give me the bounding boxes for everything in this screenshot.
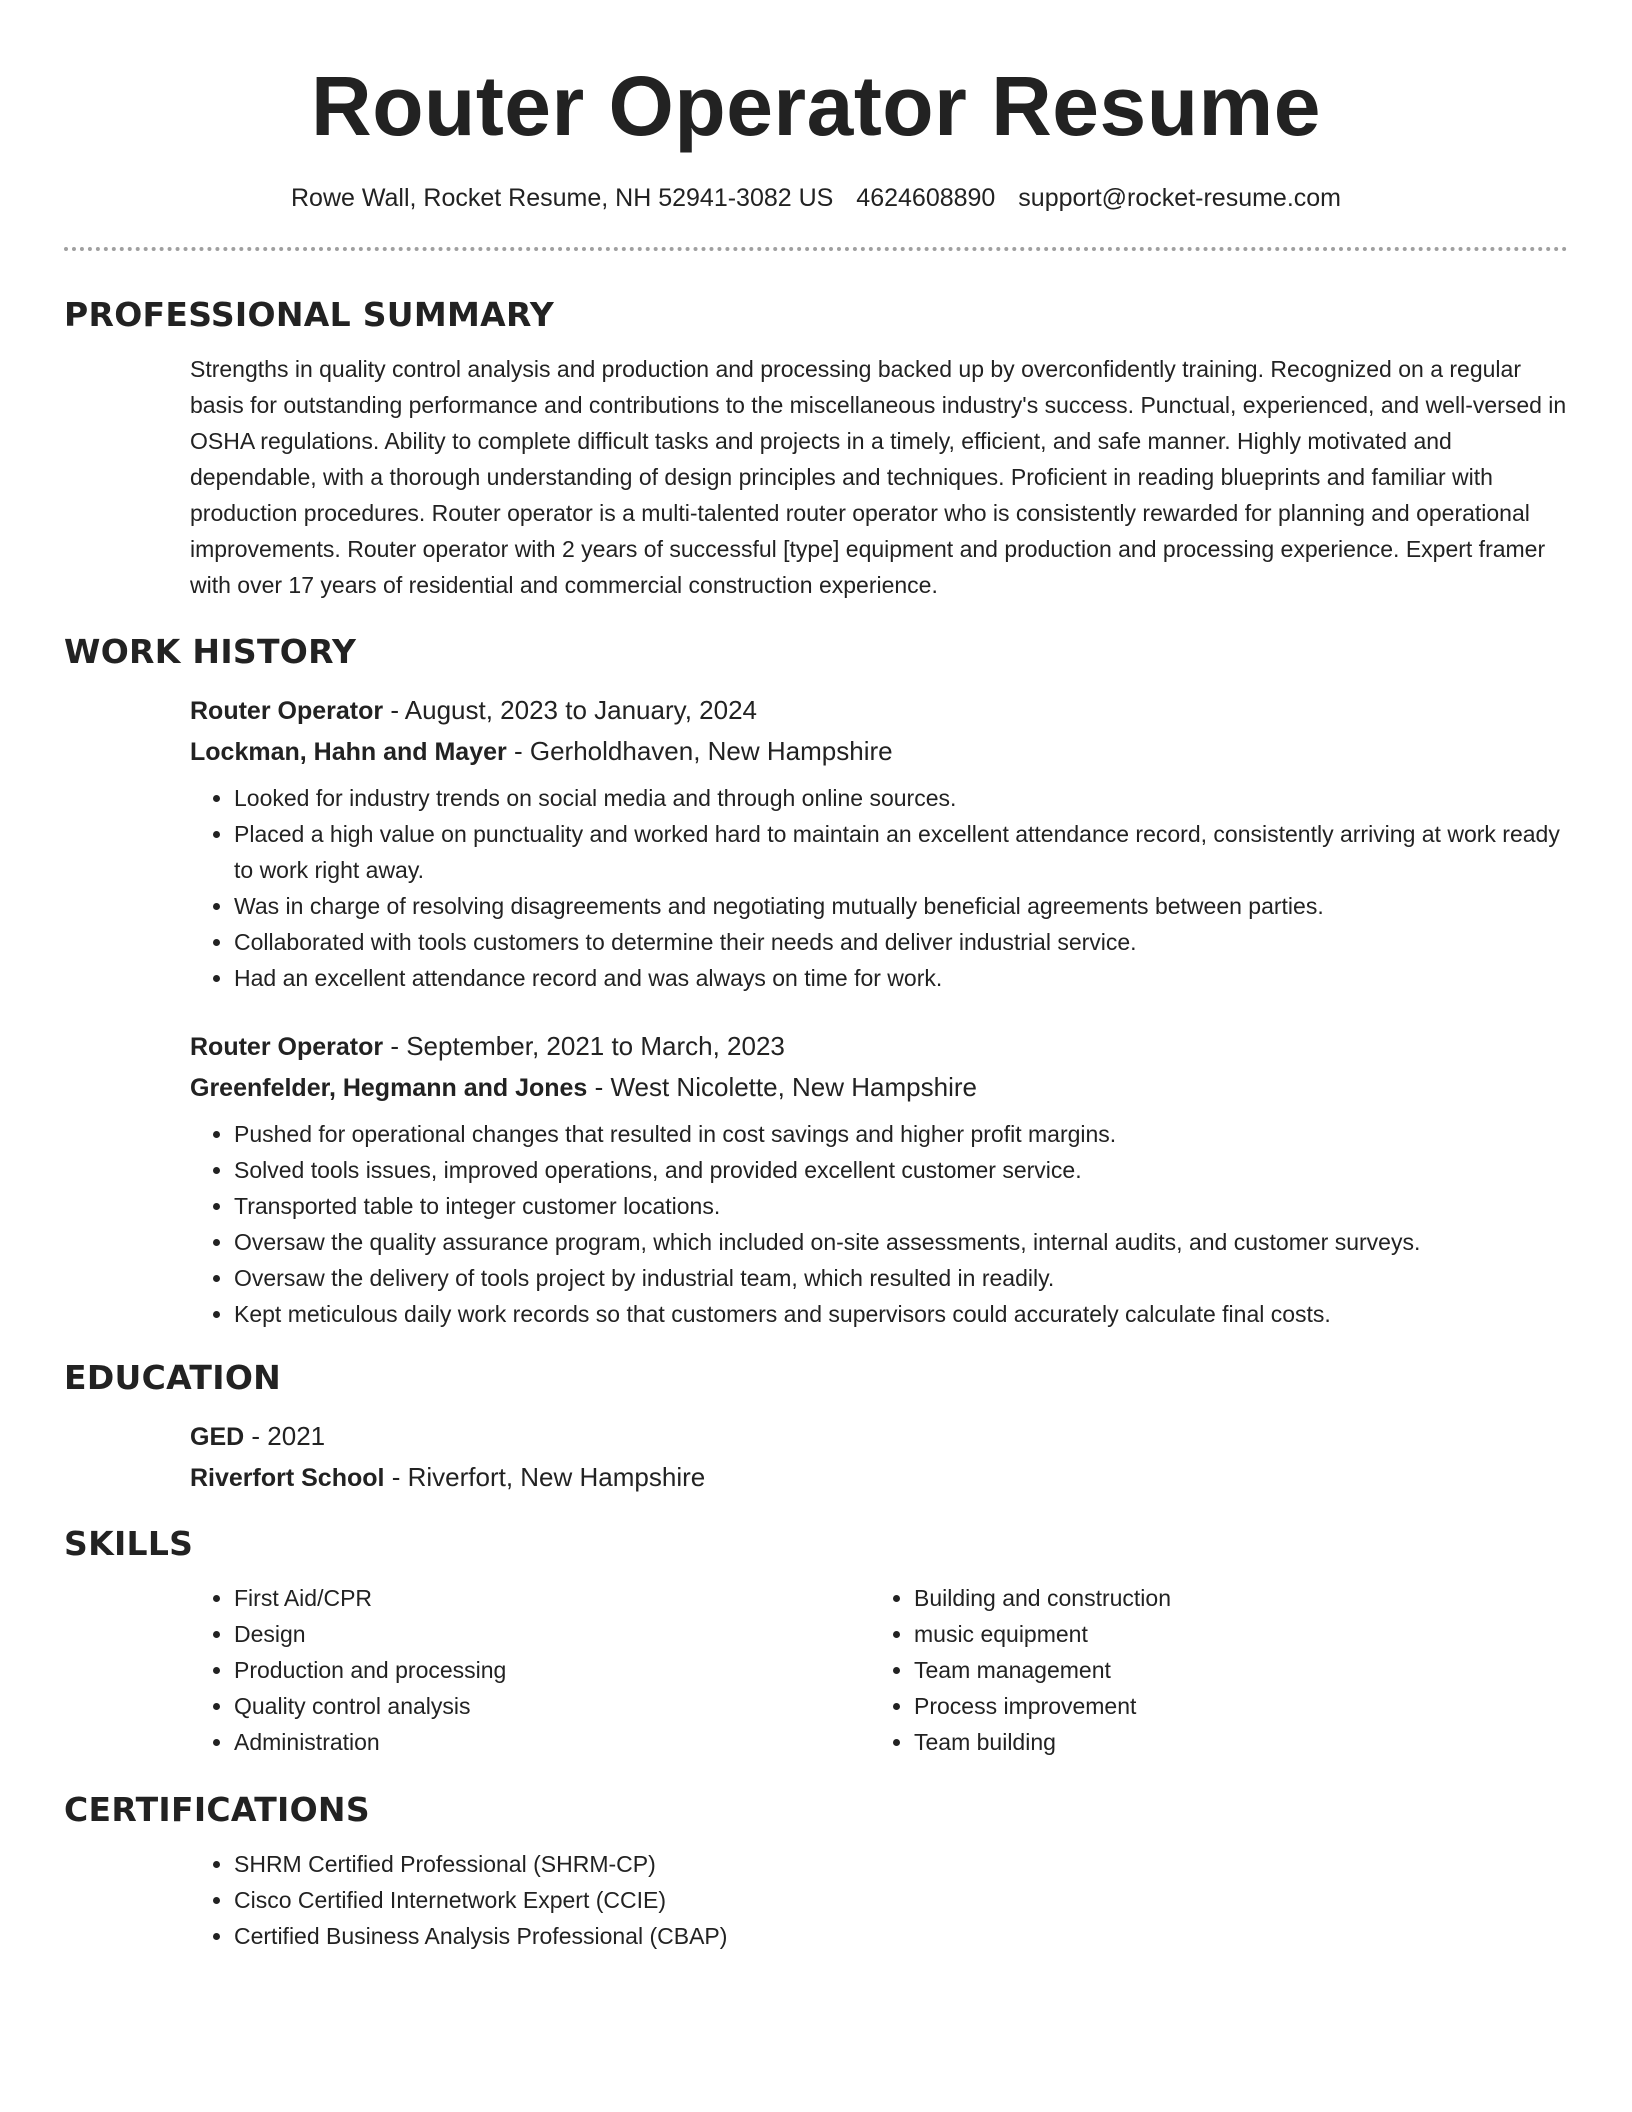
job-title-line	[190, 1026, 1568, 1067]
job-company-line	[190, 731, 1568, 772]
summary-text: Strengths in quality control analysis and production and processing backed up by overconfidently training. Recognized on a regular basis for outstanding performance and contributions to the miscellaneous industry's success. Punctual, experienced, and well-versed in OSHA regulations. Ability to complete difficult tasks and projects in a timely, efficient, and safe manner. Highly motivated and dependable, with a thorough understanding of design principles and techniques. Proficient in reading blueprints and familiar with production procedures. Router operator is a multi-talented router operator who is consistently rewarded for planning and operational improvements. Router operator with 2 years of successful [type] equipment and production and processing experience. Expert framer with over 17 years of residential and commercial construction experience.	[190, 356, 1567, 598]
skill-item: • First Aid/CPR	[234, 1580, 870, 1616]
skill-item: • Design	[234, 1616, 870, 1652]
job-entry	[190, 1026, 1568, 1332]
education-heading: EDUCATION	[64, 1358, 282, 1397]
job-company-line	[190, 1067, 1568, 1108]
certifications-list	[190, 1846, 1568, 1954]
resume-title: Router Operator Resume	[311, 59, 1321, 153]
job-bullets	[190, 780, 1568, 996]
job-bullet: • Pushed for operational changes that resulted in cost savings and higher profit margins.	[234, 1116, 1568, 1152]
certifications-section	[190, 1846, 1568, 1954]
skill-item: • Team management	[914, 1652, 1470, 1688]
education-year: - 2021	[244, 1421, 326, 1451]
certification-item: • SHRM Certified Professional (SHRM-CP)	[234, 1846, 1568, 1882]
certification-item: • Certified Business Analysis Professional (CBAP)	[234, 1918, 1568, 1954]
job-bullet: • Placed a high value on punctuality and worked hard to maintain an excellent attendance record, consistently arriving at work ready to work right away.	[234, 816, 1568, 888]
education-location: - Riverfort, New Hampshire	[384, 1462, 706, 1492]
job-bullets	[190, 1116, 1568, 1332]
contact-line	[64, 181, 1568, 215]
job-company: Greenfelder, Hegmann and Jones	[190, 1074, 588, 1102]
skills-heading: SKILLS	[64, 1524, 194, 1563]
contact-phone: 4624608890	[856, 184, 996, 212]
header-divider	[64, 247, 1568, 251]
job-location: - West Nicolette, New Hampshire	[587, 1072, 977, 1102]
certifications-heading: CERTIFICATIONS	[64, 1790, 370, 1829]
skill-item: • Process improvement	[914, 1688, 1470, 1724]
skill-item: • Production and processing	[234, 1652, 870, 1688]
job-dates: - August, 2023 to January, 2024	[383, 695, 757, 725]
skill-item: • music equipment	[914, 1616, 1470, 1652]
job-bullet: • Had an excellent attendance record and was always on time for work.	[234, 960, 1568, 996]
job-dates: - September, 2021 to March, 2023	[383, 1031, 785, 1061]
education-school-line	[190, 1457, 1568, 1498]
job-bullet: • Looked for industry trends on social media and through online sources.	[234, 780, 1568, 816]
job-title-line	[190, 690, 1568, 731]
skills-column-left	[190, 1580, 870, 1760]
education-school: Riverfort School	[190, 1464, 385, 1492]
job-bullet: • Collaborated with tools customers to determine their needs and deliver industrial service.	[234, 924, 1568, 960]
job-bullet: • Kept meticulous daily work records so that customers and supervisors could accurately calculate final costs.	[234, 1296, 1568, 1332]
skill-item: • Building and construction	[914, 1580, 1470, 1616]
education-degree-line	[190, 1416, 1568, 1457]
skills-column-right	[870, 1580, 1470, 1760]
skill-item: • Quality control analysis	[234, 1688, 870, 1724]
summary-heading: PROFESSIONAL SUMMARY	[64, 295, 555, 334]
job-title: Router Operator	[190, 697, 384, 725]
job-bullet: • Was in charge of resolving disagreements and negotiating mutually beneficial agreements between parties.	[234, 888, 1568, 924]
job-bullet: • Solved tools issues, improved operations, and provided excellent customer service.	[234, 1152, 1568, 1188]
job-location: - Gerholdhaven, New Hampshire	[506, 736, 893, 766]
job-bullet: • Oversaw the delivery of tools project by industrial team, which resulted in readily.	[234, 1260, 1568, 1296]
job-title: Router Operator	[190, 1033, 384, 1061]
job-bullet: • Transported table to integer customer locations.	[234, 1188, 1568, 1224]
job-company: Lockman, Hahn and Mayer	[190, 738, 507, 766]
contact-address: Rowe Wall, Rocket Resume, NH 52941-3082 US	[290, 184, 834, 212]
education-section	[190, 1416, 1568, 1498]
skills-grid	[190, 1580, 1568, 1760]
job-bullet: • Oversaw the quality assurance program, which included on-site assessments, internal audits, and customer surveys.	[234, 1224, 1568, 1260]
work-history-section	[190, 690, 1568, 1332]
contact-email: support@rocket-resume.com	[1018, 184, 1342, 212]
job-entry	[190, 690, 1568, 996]
skill-item: • Team building	[914, 1724, 1470, 1760]
work-history-heading: WORK HISTORY	[64, 632, 357, 671]
skill-item: • Administration	[234, 1724, 870, 1760]
summary-section	[190, 351, 1568, 603]
certification-item: • Cisco Certified Internetwork Expert (CCIE)	[234, 1882, 1568, 1918]
education-degree: GED	[190, 1423, 245, 1451]
skills-section	[190, 1580, 1568, 1760]
